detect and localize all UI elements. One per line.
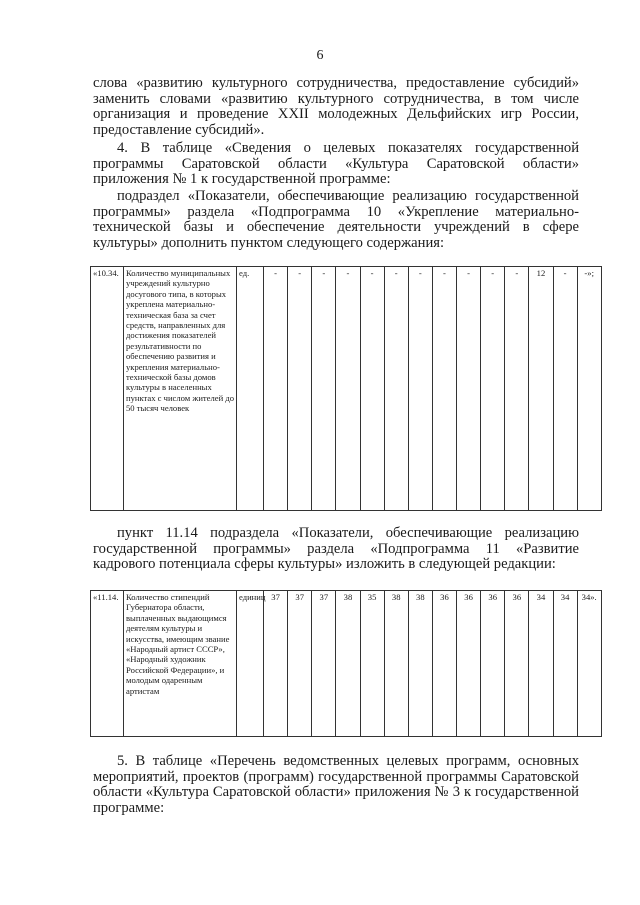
value-cell: - bbox=[505, 267, 529, 511]
indicator-table-11-14 bbox=[90, 590, 602, 737]
value-cell: - bbox=[408, 267, 432, 511]
value-cell: - bbox=[481, 267, 505, 511]
value-cell: 35 bbox=[360, 591, 384, 737]
value-cell: 38 bbox=[408, 591, 432, 737]
page-number: 6 bbox=[316, 48, 324, 63]
paragraph-3: подраздел «Показатели, обеспечивающие реализацию государственной программы» раздела «Подпрограмма 10 «Укрепление материально-технической базы и обеспечение деятельности учреждений в сфере культуры» дополнить пунктом следующего содержания: bbox=[93, 188, 579, 251]
table-row bbox=[91, 267, 602, 511]
value-cell: - bbox=[336, 267, 360, 511]
value-cell: 36 bbox=[505, 591, 529, 737]
value-cell: 37 bbox=[264, 591, 288, 737]
value-cell: 12 bbox=[529, 267, 553, 511]
value-cell: 36 bbox=[481, 591, 505, 737]
paragraph-4: пункт 11.14 подраздела «Показатели, обеспечивающие реализацию государственной программы» раздела «Подпрограмма 11 «Развитие кадрового потенциала сферы культуры» изложить в следующей редакции: bbox=[93, 525, 579, 573]
value-cell: -»; bbox=[577, 267, 601, 511]
value-cell: 37 bbox=[312, 591, 336, 737]
value-cell: 36 bbox=[432, 591, 456, 737]
indicator-description: Количество муниципальных учреждений культурно досугового типа, в которых укреплена материально-техническая база за счет средств, направленных для достижения показателей результативности по обеспечению развития и укрепления материально-технической базы домов культуры в населенных пунктах с числом жителей до 50 тысяч человек bbox=[124, 267, 237, 511]
value-cell: 34 bbox=[529, 591, 553, 737]
unit-cell: единиц bbox=[237, 591, 264, 737]
paragraph-1: слова «развитию культурного сотрудничества, предоставление субсидий» заменить словами «развитию культурного сотрудничества, в том числе организация и проведение XXII молодежных Дельфийских игр России, предоставление субсидий». bbox=[93, 75, 579, 138]
indicator-description: Количество стипендий Губернатора области, выплаченных выдающимся деятелям культуры и искусства, имеющим звание «Народный артист СССР», «Народный художник Российской Федерации», и молодым одаренным артистам bbox=[124, 591, 237, 737]
value-cell: - bbox=[553, 267, 577, 511]
value-cell: 38 bbox=[336, 591, 360, 737]
indicator-table-10-34 bbox=[90, 266, 602, 511]
paragraph-2: 4. В таблице «Сведения о целевых показателях государственной программы Саратовской области «Культура Саратовской области» приложения № 1 к государственной программе: bbox=[93, 140, 579, 188]
value-cell: - bbox=[432, 267, 456, 511]
value-cell: 38 bbox=[384, 591, 408, 737]
value-cell: 34 bbox=[553, 591, 577, 737]
value-cell: - bbox=[457, 267, 481, 511]
value-cell: - bbox=[312, 267, 336, 511]
value-cell: - bbox=[288, 267, 312, 511]
unit-cell: ед. bbox=[237, 267, 264, 511]
table-row bbox=[91, 591, 602, 737]
value-cell: 36 bbox=[457, 591, 481, 737]
row-number: «10.34. bbox=[91, 267, 124, 511]
row-number: «11.14. bbox=[91, 591, 124, 737]
value-cell: - bbox=[384, 267, 408, 511]
value-cell: 34». bbox=[577, 591, 601, 737]
paragraph-5: 5. В таблице «Перечень ведомственных целевых программ, основных мероприятий, проектов (программ) государственной программы Саратовской области «Культура Саратовской области» приложения № 3 к государственной программе: bbox=[93, 753, 579, 816]
value-cell: - bbox=[264, 267, 288, 511]
value-cell: 37 bbox=[288, 591, 312, 737]
value-cell: - bbox=[360, 267, 384, 511]
